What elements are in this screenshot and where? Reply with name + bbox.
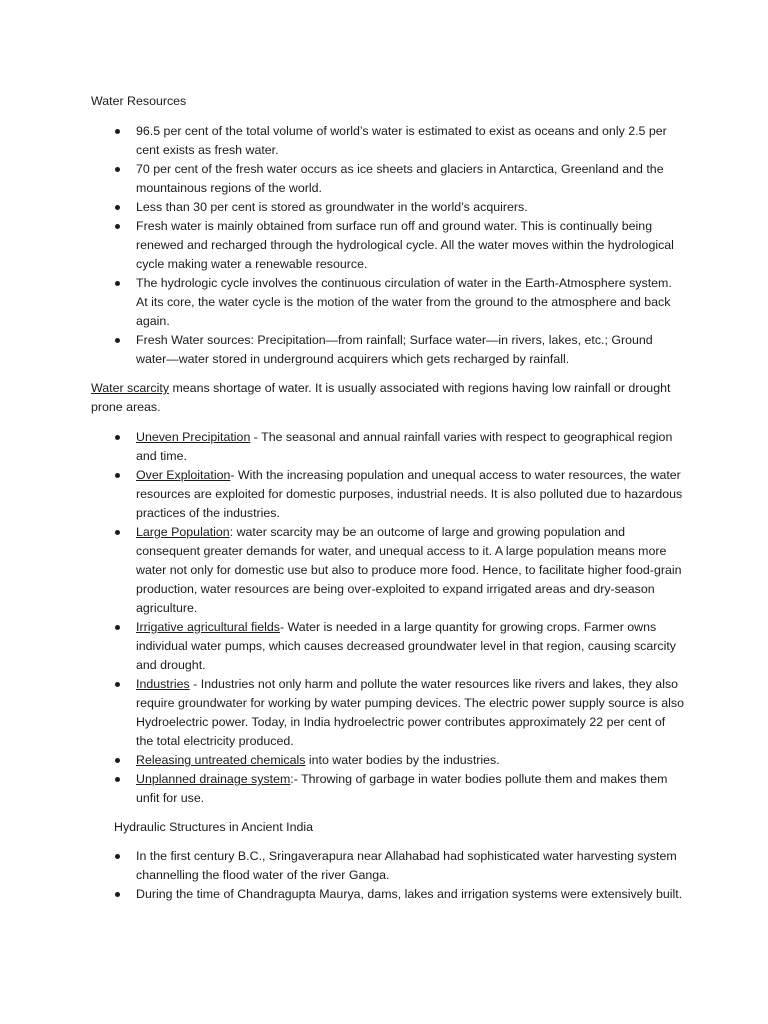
- scarcity-paragraph: [91, 379, 676, 417]
- cause-text: :- Throwing of garbage in water bodies pollute them and makes them unfit for use.: [136, 772, 668, 805]
- ancient-list: [136, 847, 684, 904]
- cause-term: Over Exploitation: [136, 468, 231, 482]
- cause-text: : water scarcity may be an outcome of large and growing population and consequent greater demands for water, and unequal access to it. A large population means more water not only for domestic use but also to produce more food. Hence, to facilitate higher food-grain production, water resources are being over-exploited to expand irrigated areas and dry-season agriculture.: [136, 525, 682, 615]
- scarcity-term: Water scarcity: [91, 381, 170, 395]
- list-item: [136, 466, 684, 523]
- list-item: [136, 770, 684, 808]
- list-item: [136, 751, 684, 770]
- cause-term: Uneven Precipitation: [136, 430, 251, 444]
- cause-text: - Industries not only harm and pollute the water resources like rivers and lakes, they also require groundwater for working by water pumping devices. The electric power supply source is also Hydroelectric power. Today, in India hydroelectric power contributes approximately 22 per cent of the total electricity produced.: [136, 677, 684, 748]
- facts-list: [136, 122, 684, 369]
- list-item: [136, 675, 684, 751]
- cause-text: into water bodies by the industries.: [305, 753, 500, 767]
- scarcity-definition: means shortage of water. It is usually associated with regions having low rainfall or drought prone areas.: [91, 381, 671, 414]
- cause-term: Irrigative agricultural fields: [136, 620, 280, 634]
- section-heading: Hydraulic Structures in Ancient India: [114, 820, 314, 834]
- cause-text: - Water is needed in a large quantity for growing crops. Farmer owns individual water pumps, which causes decreased groundwater level in that region, causing scarcity and drought.: [136, 620, 676, 672]
- cause-text: - With the increasing population and unequal access to water resources, the water resources are exploited for domestic purposes, industrial needs. It is also polluted due to hazardous practices of the industries.: [136, 468, 683, 520]
- page-title: Water Resources: [91, 94, 187, 108]
- list-item: Fresh Water sources: Precipitation—from rainfall; Surface water—in rivers, lakes, etc.; Ground water—water stored in underground acquirers which gets recharged by rainfall.: [136, 331, 684, 369]
- list-item: [136, 523, 684, 618]
- list-item: 96.5 per cent of the total volume of world’s water is estimated to exist as oceans and only 2.5 per cent exists as fresh water.: [136, 122, 684, 160]
- list-item: In the first century B.C., Sringaverapura near Allahabad had sophisticated water harvesting system channelling the flood water of the river Ganga.: [136, 847, 684, 885]
- cause-term: Releasing untreated chemicals: [136, 753, 306, 767]
- list-item: During the time of Chandragupta Maurya, dams, lakes and irrigation systems were extensively built.: [136, 885, 684, 904]
- cause-term: Unplanned drainage system: [136, 772, 291, 786]
- list-item: 70 per cent of the fresh water occurs as ice sheets and glaciers in Antarctica, Greenland and the mountainous regions of the world.: [136, 160, 684, 198]
- cause-text: - The seasonal and annual rainfall varies with respect to geographical region and time.: [136, 430, 673, 463]
- cause-term: Large Population: [136, 525, 230, 539]
- causes-list: [136, 428, 684, 808]
- cause-term: Industries: [136, 677, 190, 691]
- list-item: [136, 618, 684, 675]
- list-item: [136, 428, 684, 466]
- list-item: Less than 30 per cent is stored as groundwater in the world’s acquirers.: [136, 198, 684, 217]
- list-item: The hydrologic cycle involves the continuous circulation of water in the Earth-Atmosphere system. At its core, the water cycle is the motion of the water from the ground to the atmosphere and back again.: [136, 274, 684, 331]
- list-item: Fresh water is mainly obtained from surface run off and ground water. This is continually being renewed and recharged through the hydrological cycle. All the water moves within the hydrological cycle making water a renewable resource.: [136, 217, 684, 274]
